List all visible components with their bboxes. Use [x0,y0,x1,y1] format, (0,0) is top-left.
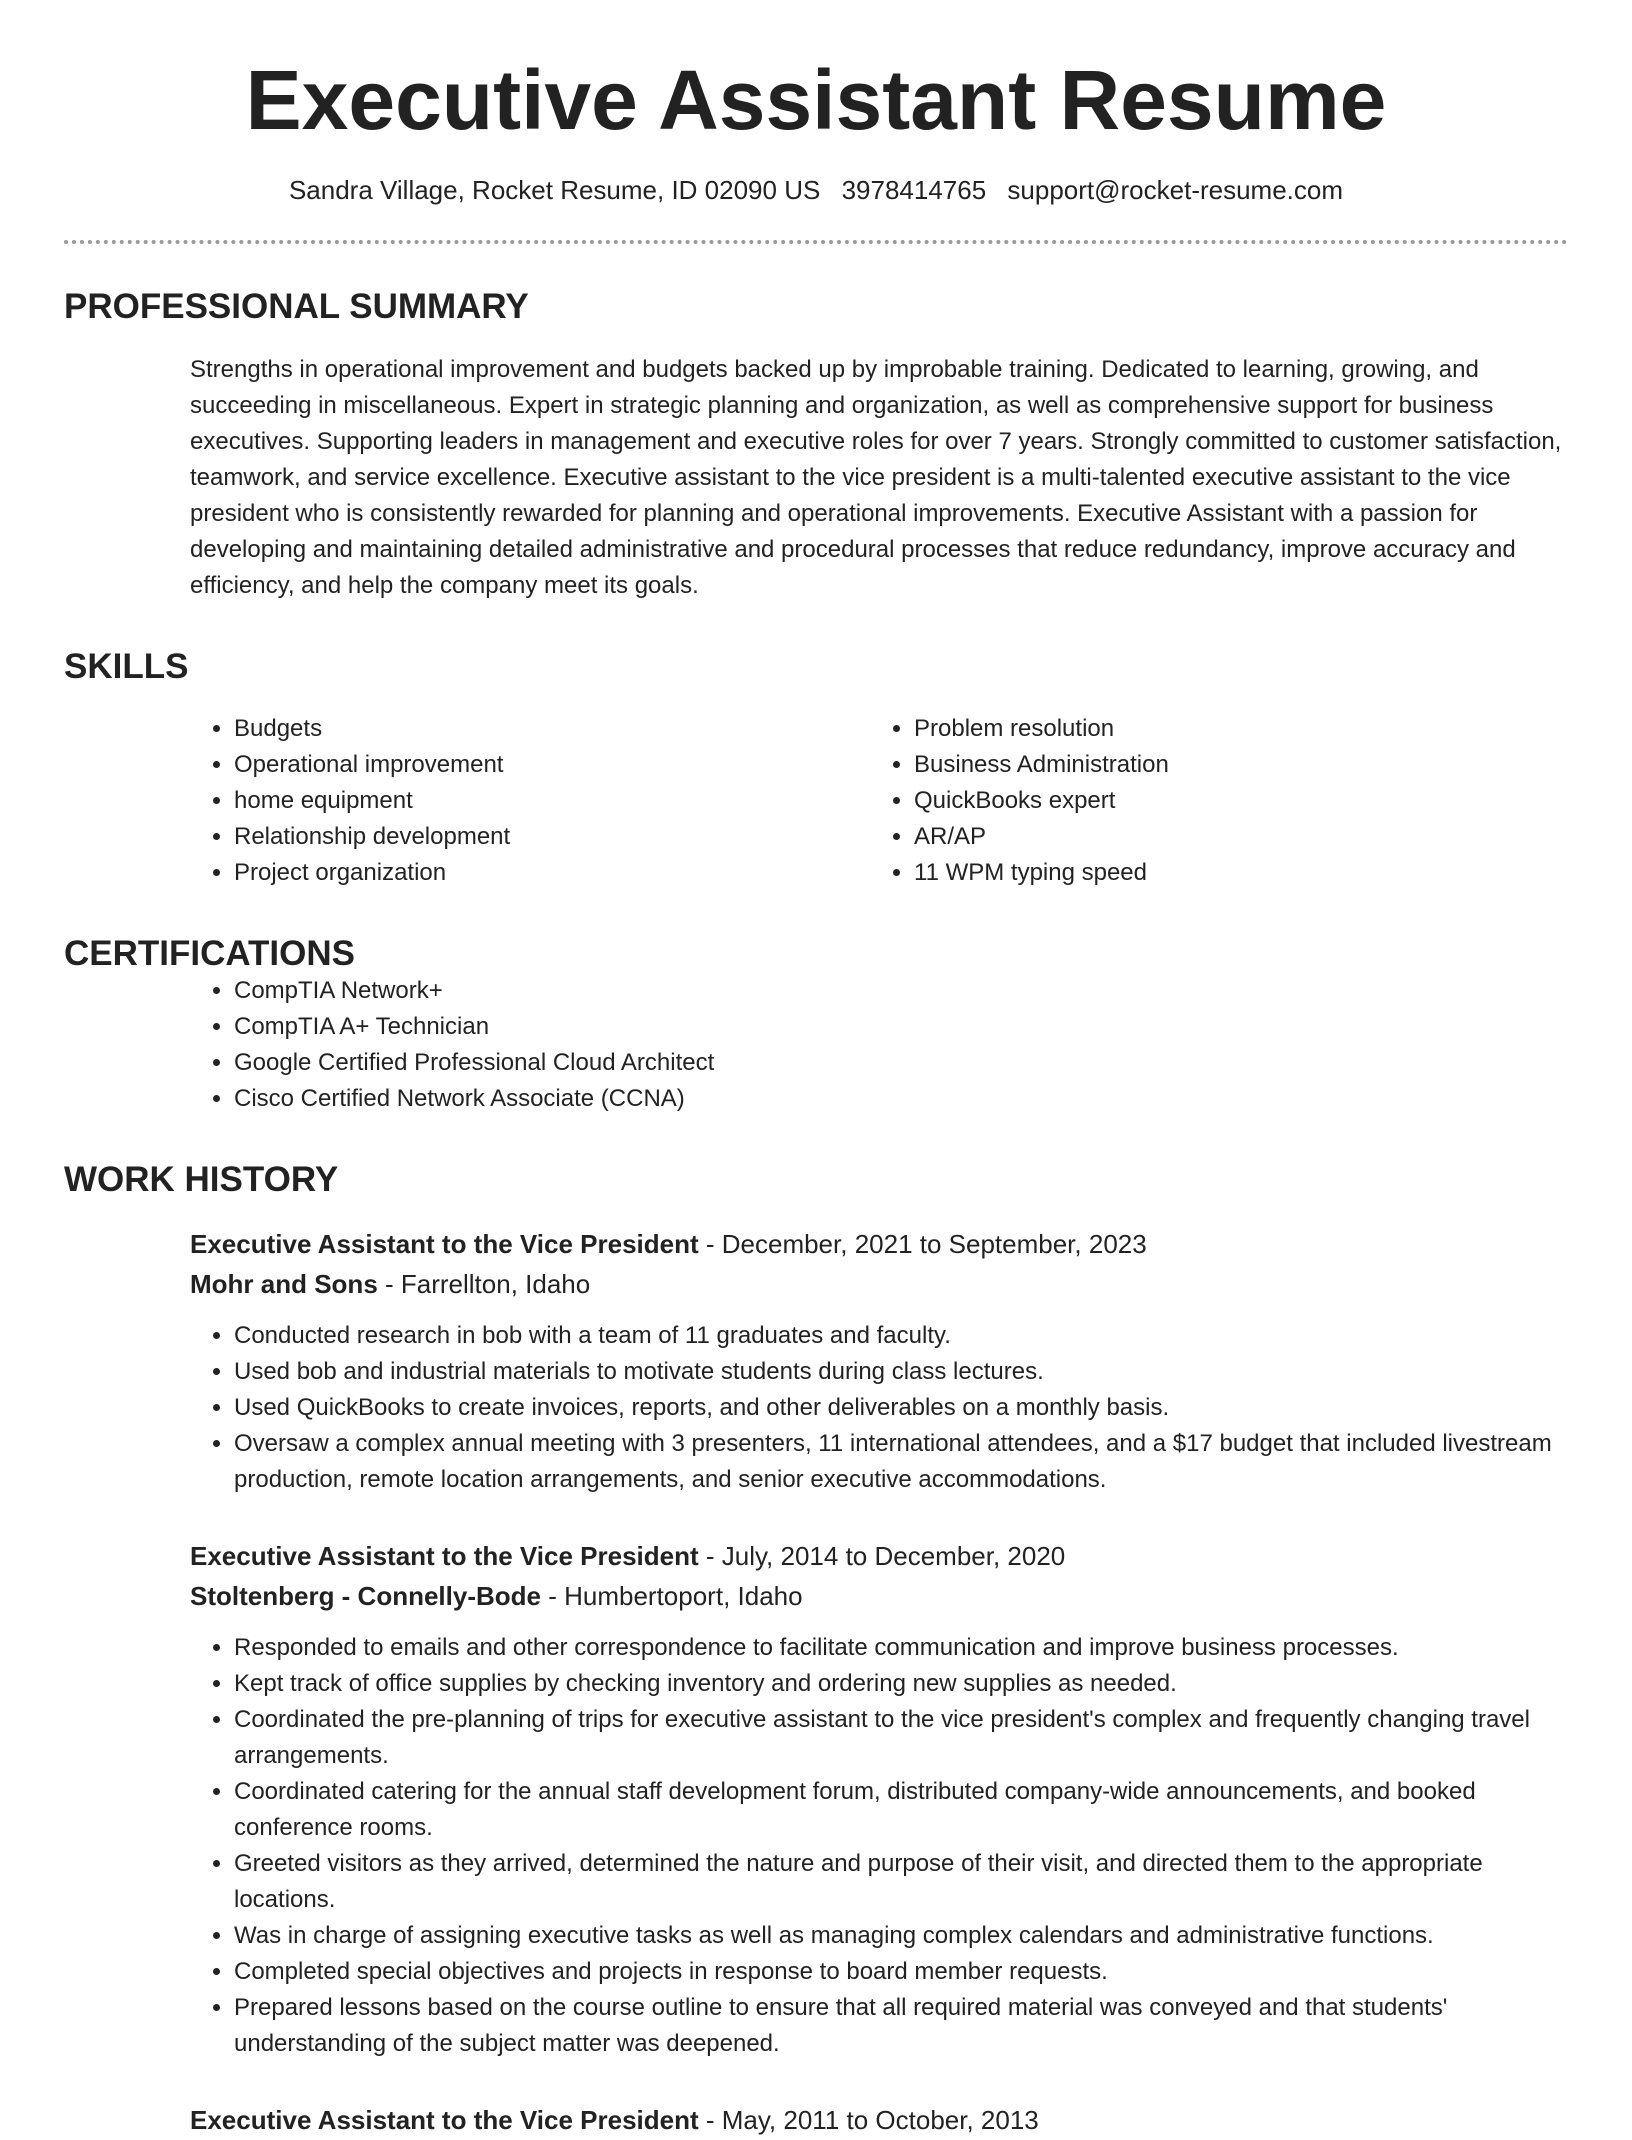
skill-item: • Operational improvement [234,747,870,783]
skill-item: • 11 WPM typing speed [914,855,1550,891]
job-duties-list [190,1630,1568,2062]
skill-item: • Budgets [234,711,870,747]
job-duty: • Greeted visitors as they arrived, determined the nature and purpose of their visit, and directed them to the appropriate locations. [234,1846,1568,1918]
certifications-section [64,891,1568,1118]
contact-line [0,175,1632,206]
job-company: Stoltenberg - Connelly-Bode [190,1580,541,1611]
certification-item: • Cisco Certified Network Associate (CCNA) [234,1081,1568,1117]
skill-item: • Relationship development [234,819,870,855]
job-entry [190,1224,1568,1498]
summary-section [64,244,1568,605]
certification-item: • CompTIA Network+ [234,973,1568,1009]
job-company-line [190,1264,1568,1304]
skills-column-left [190,711,870,891]
certification-item: • Google Certified Professional Cloud Architect [234,1045,1568,1081]
job-dates: - July, 2014 to December, 2020 [698,1540,1066,1571]
job-duty: • Used bob and industrial materials to motivate students during class lectures. [234,1354,1568,1390]
skills-section [64,604,1568,891]
job-duty: • Kept track of office supplies by checking inventory and ordering new supplies as needed. [234,1666,1568,1702]
job-duty: • Responded to emails and other correspondence to facilitate communication and improve business processes. [234,1630,1568,1666]
job-duty: • Prepared lessons based on the course outline to ensure that all required material was conveyed and that students' understanding of the subject matter was deepened. [234,1990,1568,2062]
job-location: - Humbertoport, Idaho [541,1580,803,1611]
job-duty: • Conducted research in bob with a team of 11 graduates and faculty. [234,1318,1568,1354]
skill-item: • Business Administration [914,747,1550,783]
job-duty: • Was in charge of assigning executive tasks as well as managing complex calendars and administrative functions. [234,1918,1568,1954]
skill-item: • Problem resolution [914,711,1550,747]
contact-email: support@rocket-resume.com [1007,174,1344,205]
skills-column-right [870,711,1550,891]
job-dates: - December, 2021 to September, 2023 [698,1228,1147,1259]
summary-text: Strengths in operational improvement and budgets backed up by improbable training. Dedicated to learning, growing, and succeeding in miscellaneous. Expert in strategic planning and organization, as well as comprehensive support for business executives. Supporting leaders in management and executive roles for over 7 years. Strongly committed to customer satisfaction, teamwork, and service excellence. Executive assistant to the vice president is a multi-talented executive assistant to the vice president who is consistently rewarded for planning and operational improvements. Executive Assistant with a passion for developing and maintaining detailed administrative and procedural processes that reduce redundancy, improve accuracy and efficiency, and help the company meet its goals. [190,356,1562,600]
job-company: Mohr and Sons [190,1268,378,1299]
job-duty: • Completed special objectives and projects in response to board member requests. [234,1954,1568,1990]
job-title-line [190,1224,1568,1264]
job-duty: • Used QuickBooks to create invoices, reports, and other deliverables on a monthly basis. [234,1390,1568,1426]
skill-item: • QuickBooks expert [914,783,1550,819]
job-location: - Farrellton, Idaho [377,1268,591,1299]
summary-heading: PROFESSIONAL SUMMARY [64,286,529,326]
skill-item: • home equipment [234,783,870,819]
resume-header [0,0,1632,206]
work-history-heading: WORK HISTORY [64,1160,339,1200]
job-entry [190,2100,1568,2140]
job-title: Executive Assistant to the Vice President [190,1228,699,1259]
job-title: Executive Assistant to the Vice President [190,1540,699,1571]
contact-phone: 3978414765 [841,174,987,205]
contact-address: Sandra Village, Rocket Resume, ID 02090 US [288,174,821,205]
job-title-line [190,2100,1568,2140]
certification-item: • CompTIA A+ Technician [234,1009,1568,1045]
job-title: Executive Assistant to the Vice President [190,2104,699,2135]
certifications-list [190,973,1568,1117]
certifications-heading: CERTIFICATIONS [64,933,356,973]
skills-heading: SKILLS [64,647,189,687]
job-company-line [190,1576,1568,1616]
job-entry [190,1536,1568,2062]
job-duty: • Coordinated catering for the annual staff development forum, distributed company-wide announcements, and booked conference rooms. [234,1774,1568,1846]
skill-item: • Project organization [234,855,870,891]
page-title: Executive Assistant Resume [245,53,1387,147]
work-history-section [64,1117,1568,2140]
skill-item: • AR/AP [914,819,1550,855]
skills-grid [190,711,1568,891]
job-title-line [190,1536,1568,1576]
job-dates: - May, 2011 to October, 2013 [698,2104,1039,2135]
job-duties-list [190,1318,1568,1498]
job-duty: • Oversaw a complex annual meeting with 3 presenters, 11 international attendees, and a $17 budget that included livestream production, remote location arrangements, and senior executive accommodations. [234,1426,1568,1498]
job-duty: • Coordinated the pre-planning of trips for executive assistant to the vice president's complex and frequently changing travel arrangements. [234,1702,1568,1774]
